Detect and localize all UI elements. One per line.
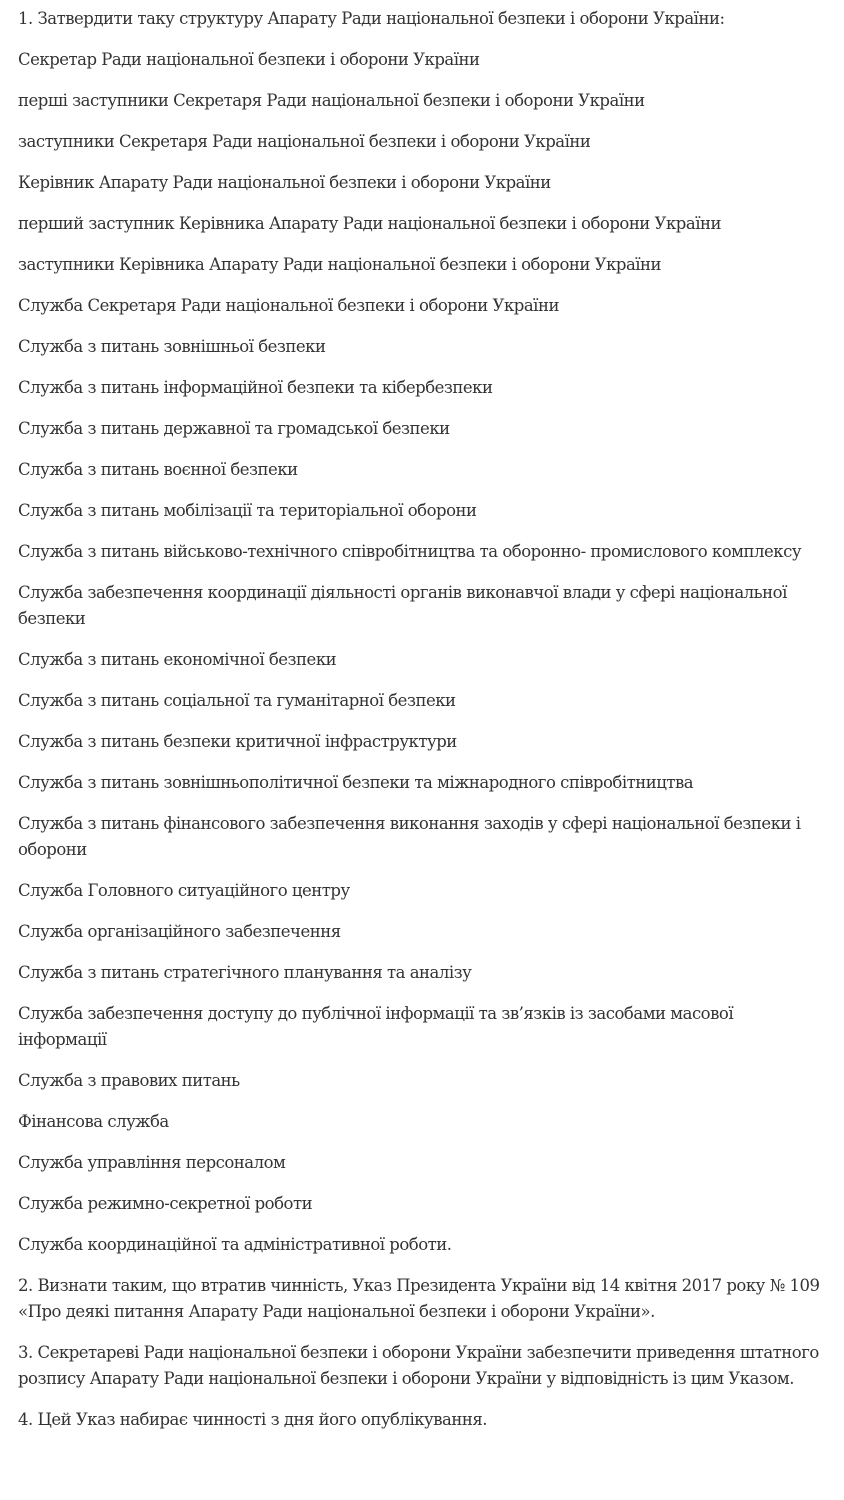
list-item: Служба з питань воєнної безпеки: [18, 460, 298, 479]
list-item: Служба забезпечення координації діяльності органів виконавчої влади у сфері національної безпеки: [18, 583, 787, 628]
list-item: Служба з питань інформаційної безпеки та кібербезпеки: [18, 378, 493, 397]
list-item: Служба з питань фінансового забезпечення виконання заходів у сфері національної безпеки і оборони: [18, 814, 801, 859]
intro-paragraph: 1. Затвердити таку структуру Апарату Ради національної безпеки і оборони України:: [18, 9, 725, 28]
list-item: Служба координаційної та адміністративної роботи.: [18, 1235, 452, 1254]
list-item: Служба організаційного забезпечення: [18, 922, 341, 941]
list-item: перший заступник Керівника Апарату Ради національної безпеки і оборони України: [18, 214, 721, 233]
list-item: Керівник Апарату Ради національної безпеки і оборони України: [18, 173, 551, 192]
list-item: Секретар Ради національної безпеки і оборони України: [18, 50, 480, 69]
list-item: заступники Керівника Апарату Ради національної безпеки і оборони України: [18, 255, 662, 274]
paragraph-2: 2. Визнати таким, що втратив чинність, Указ Президента України від 14 квітня 2017 року № 109 «Про деякі питання Апарату Ради національної безпеки і оборони України».: [18, 1276, 820, 1321]
list-item: Служба Секретаря Ради національної безпеки і оборони України: [18, 296, 559, 315]
list-item: Служба забезпечення доступу до публічної інформації та зв’язків із засобами масової інформації: [18, 1004, 734, 1049]
list-item: Служба з правових питань: [18, 1071, 240, 1090]
list-item: Фінансова служба: [18, 1112, 169, 1131]
list-item: Служба з питань соціальної та гуманітарної безпеки: [18, 691, 456, 710]
list-item: Служба з питань зовнішньої безпеки: [18, 337, 326, 356]
list-item: Служба з питань зовнішньополітичної безпеки та міжнародного співробітництва: [18, 773, 694, 792]
list-item: Служба управління персоналом: [18, 1153, 286, 1172]
list-item: перші заступники Секретаря Ради національної безпеки і оборони України: [18, 91, 645, 110]
list-item: Служба режимно-секретної роботи: [18, 1194, 313, 1213]
list-item: заступники Секретаря Ради національної безпеки і оборони України: [18, 132, 591, 151]
list-item: Служба з питань економічної безпеки: [18, 650, 337, 669]
list-item: Служба Головного ситуаційного центру: [18, 881, 350, 900]
list-item: Служба з питань державної та громадської безпеки: [18, 419, 450, 438]
list-item: Служба з питань мобілізації та територіальної оборони: [18, 501, 477, 520]
paragraph-3: 3. Секретареві Ради національної безпеки і оборони України забезпечити приведення штатного розпису Апарату Ради національної безпеки і оборони України у відповідність із цим Указом.: [18, 1343, 819, 1388]
paragraph-4: 4. Цей Указ набирає чинності з дня його опублікування.: [18, 1410, 488, 1429]
list-item: Служба з питань безпеки критичної інфраструктури: [18, 732, 457, 751]
list-item: Служба з питань військово-технічного співробітництва та оборонно- промислового комплексу: [18, 542, 802, 561]
list-item: Служба з питань стратегічного планування та аналізу: [18, 963, 472, 982]
